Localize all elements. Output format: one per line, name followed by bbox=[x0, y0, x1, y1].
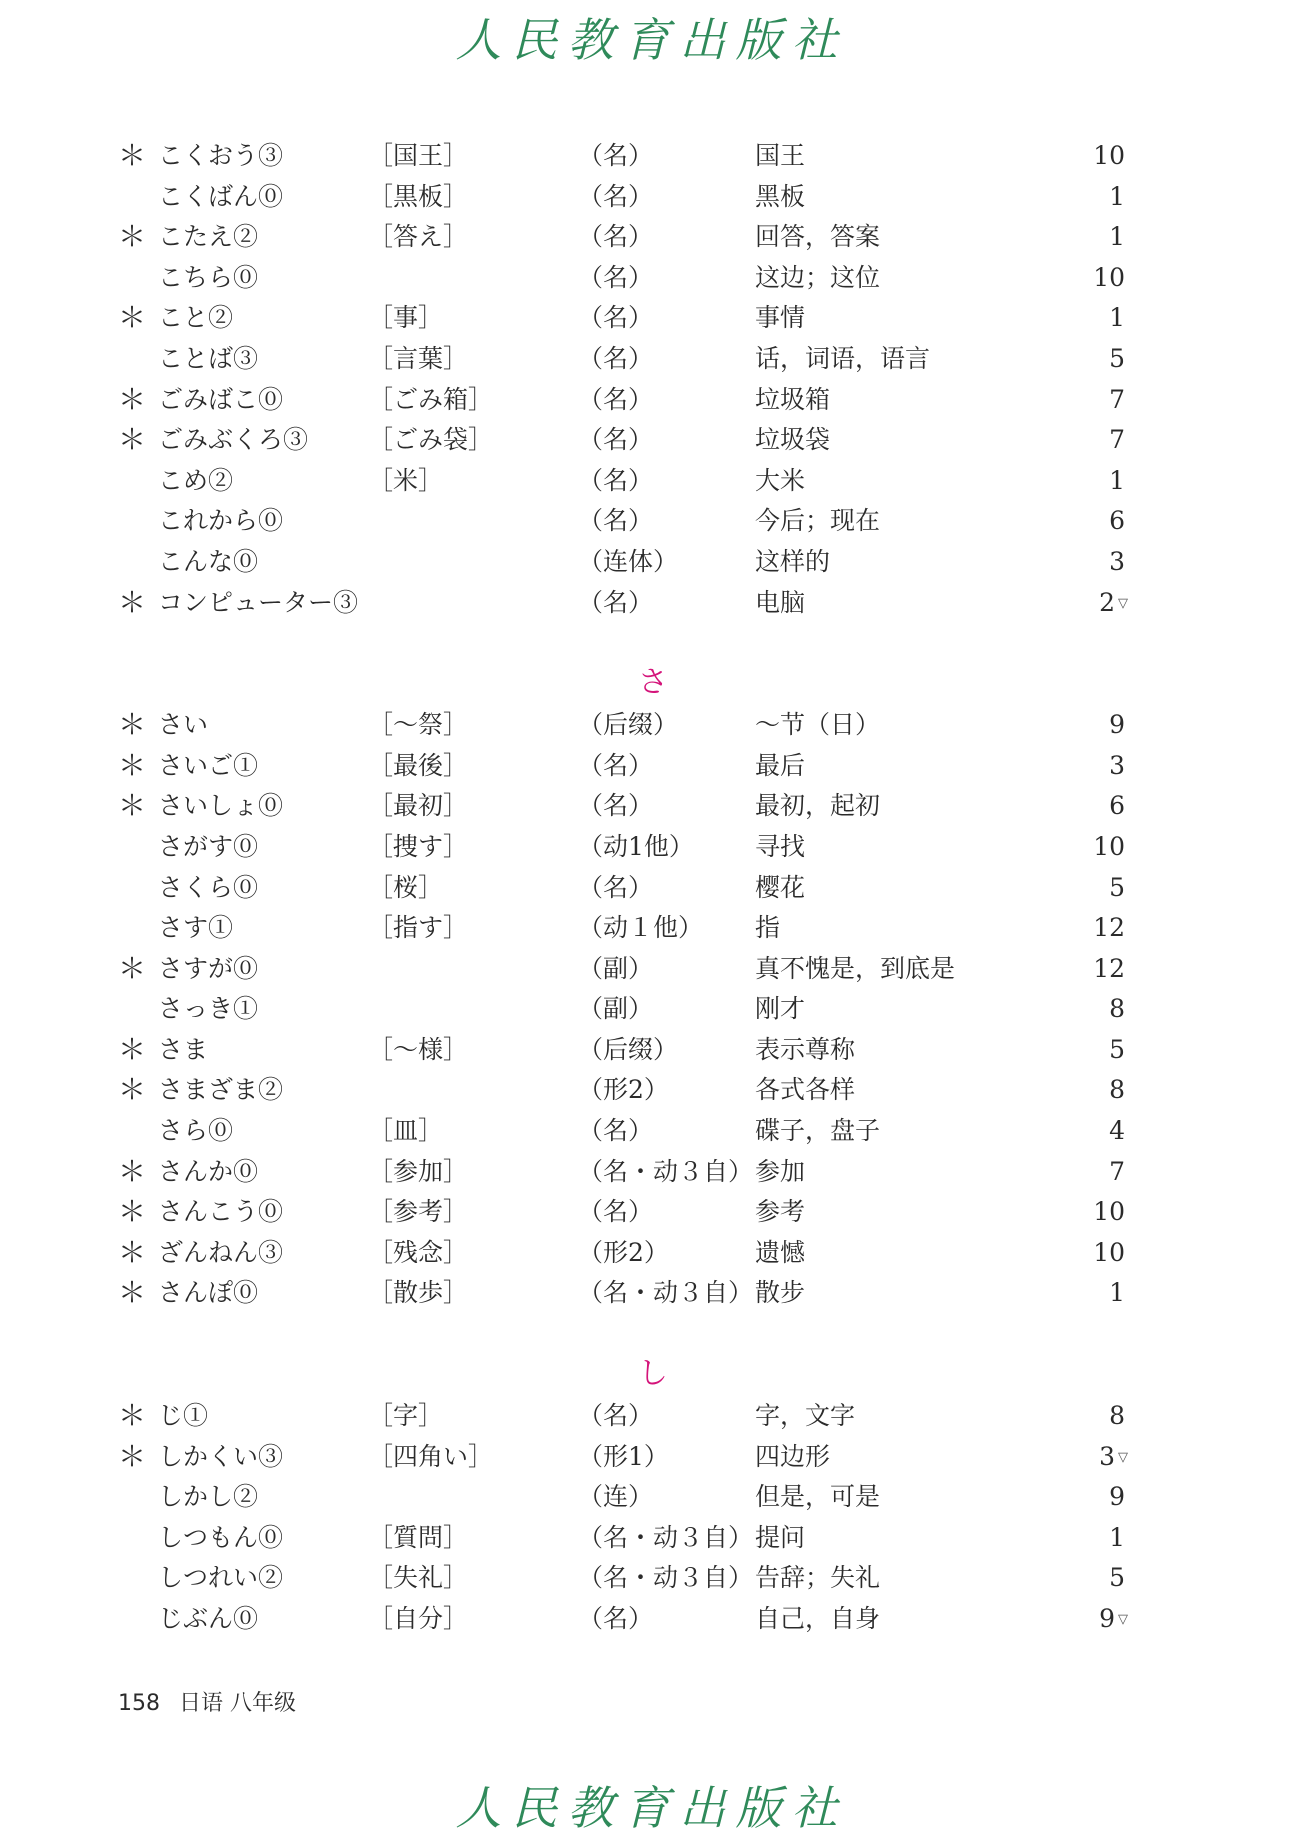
entry-kanji: ［黒板］ bbox=[368, 181, 469, 211]
entry-lesson bbox=[1058, 908, 1128, 950]
entry-lesson-number: 7 bbox=[1109, 384, 1125, 414]
entry-meaning: 散步 bbox=[755, 1278, 806, 1308]
entry-kanji: ［～祭］ bbox=[368, 710, 469, 740]
entry-meaning: 字，文字 bbox=[755, 1401, 856, 1431]
entry-kana: こくばん⓪ bbox=[158, 181, 284, 211]
entry-meaning: 参加 bbox=[755, 1156, 806, 1186]
entry-lesson bbox=[1058, 746, 1128, 788]
entry-kana: じ① bbox=[158, 1401, 209, 1431]
triangle-mark-icon: ▽ bbox=[1118, 1612, 1128, 1628]
entry-kana: しかし② bbox=[158, 1482, 259, 1512]
entry-lesson-number: 12 bbox=[1093, 913, 1125, 943]
entry-star: ＊ bbox=[118, 1399, 147, 1433]
entry-lesson bbox=[1058, 1599, 1128, 1641]
vocab-entry bbox=[118, 1111, 1158, 1152]
entry-kanji: ［残念］ bbox=[368, 1237, 469, 1267]
entry-meaning: 真不愧是，到底是 bbox=[755, 953, 956, 983]
entry-kanji: ［～様］ bbox=[368, 1034, 469, 1064]
entry-star: ＊ bbox=[118, 708, 147, 742]
entry-meaning: 黑板 bbox=[755, 181, 806, 211]
entry-lesson bbox=[1058, 136, 1128, 178]
vocab-entry bbox=[118, 1273, 1158, 1314]
entry-part-of-speech: （名） bbox=[578, 791, 654, 821]
entry-lesson-number: 8 bbox=[1109, 1401, 1125, 1431]
entry-lesson bbox=[1058, 1477, 1128, 1519]
vocab-entry bbox=[118, 583, 1158, 624]
entry-part-of-speech: （动1他） bbox=[578, 831, 694, 861]
entry-lesson bbox=[1058, 705, 1128, 747]
vocab-entry bbox=[118, 1233, 1158, 1274]
entry-lesson-number: 1 bbox=[1109, 222, 1125, 252]
entry-meaning: 这边；这位 bbox=[755, 262, 881, 292]
entry-kana: じぶん⓪ bbox=[158, 1604, 259, 1633]
entry-meaning: 参考 bbox=[755, 1197, 806, 1227]
entry-kana: さら⓪ bbox=[158, 1116, 234, 1146]
entry-kana: こんな⓪ bbox=[158, 546, 259, 576]
vocabulary-list bbox=[118, 136, 1158, 1640]
entry-part-of-speech: （名） bbox=[578, 1401, 654, 1431]
entry-lesson-number: 3 bbox=[1109, 750, 1125, 780]
vocab-entry bbox=[118, 380, 1158, 421]
entry-star: ＊ bbox=[118, 382, 147, 416]
vocab-entry bbox=[118, 217, 1158, 258]
entry-meaning: 今后；现在 bbox=[755, 506, 881, 536]
entry-kana: こくおう③ bbox=[158, 141, 284, 170]
entry-kanji: ［皿］ bbox=[368, 1116, 444, 1146]
entry-lesson bbox=[1058, 1192, 1128, 1234]
entry-kana: しかくい③ bbox=[158, 1441, 284, 1471]
entry-part-of-speech: （后缀） bbox=[578, 1034, 679, 1064]
entry-lesson-number: 9 bbox=[1109, 1482, 1125, 1512]
entry-lesson-number: 7 bbox=[1109, 425, 1125, 455]
page-number: 158 bbox=[118, 1691, 160, 1716]
entry-kanji: ［最後］ bbox=[368, 750, 469, 780]
entry-kanji: ［自分］ bbox=[368, 1604, 469, 1633]
entry-part-of-speech: （名） bbox=[578, 1604, 654, 1633]
vocab-entry bbox=[118, 1030, 1158, 1071]
entry-meaning: 回答，答案 bbox=[755, 222, 881, 252]
entry-kana: さす① bbox=[158, 913, 234, 943]
entry-star: ＊ bbox=[118, 220, 147, 254]
entry-part-of-speech: （连体） bbox=[578, 546, 679, 576]
vocab-entry bbox=[118, 1558, 1158, 1599]
entry-kana: さま bbox=[158, 1034, 209, 1064]
entry-part-of-speech: （名） bbox=[578, 425, 654, 455]
entry-kana: ことば③ bbox=[158, 343, 259, 373]
entry-star: ＊ bbox=[118, 1439, 147, 1473]
entry-meaning: 垃圾箱 bbox=[755, 384, 831, 414]
entry-lesson bbox=[1058, 827, 1128, 869]
entry-lesson-number: 6 bbox=[1109, 506, 1125, 536]
section-heading: し bbox=[638, 1356, 668, 1392]
entry-part-of-speech: （副） bbox=[578, 994, 654, 1024]
entry-kanji: ［言葉］ bbox=[368, 343, 469, 373]
entry-kana: さんか⓪ bbox=[158, 1156, 259, 1186]
section-gap bbox=[118, 1314, 1158, 1342]
entry-lesson-number: 9 bbox=[1109, 710, 1125, 740]
vocab-entry bbox=[118, 705, 1158, 746]
entry-meaning: 告辞；失礼 bbox=[755, 1563, 881, 1593]
entry-star: ＊ bbox=[118, 789, 147, 823]
entry-meaning: 最后 bbox=[755, 750, 806, 780]
entry-lesson bbox=[1058, 501, 1128, 543]
entry-lesson-number: 10 bbox=[1093, 141, 1125, 170]
entry-lesson-number: 1 bbox=[1109, 1522, 1125, 1552]
entry-kana: さんこう⓪ bbox=[158, 1197, 284, 1227]
entry-kana: しつれい② bbox=[158, 1563, 284, 1593]
entry-meaning: 这样的 bbox=[755, 546, 831, 576]
entry-lesson-number: 3 bbox=[1099, 1441, 1115, 1471]
vocab-entry bbox=[118, 786, 1158, 827]
triangle-mark-icon: ▽ bbox=[1118, 1449, 1128, 1465]
entry-lesson-number: 7 bbox=[1109, 1156, 1125, 1186]
vocab-entry bbox=[118, 908, 1158, 949]
entry-meaning: 寻找 bbox=[755, 831, 806, 861]
entry-meaning: 碟子，盘子 bbox=[755, 1116, 881, 1146]
entry-kanji: ［参加］ bbox=[368, 1156, 469, 1186]
book-title: 日语 八年级 bbox=[179, 1691, 296, 1716]
section-gap bbox=[118, 623, 1158, 651]
vocab-entry bbox=[118, 177, 1158, 218]
entry-lesson bbox=[1058, 177, 1128, 219]
entry-part-of-speech: （连） bbox=[578, 1482, 654, 1512]
entry-lesson bbox=[1058, 868, 1128, 910]
vocab-entry bbox=[118, 542, 1158, 583]
entry-part-of-speech: （名） bbox=[578, 750, 654, 780]
entry-kana: さっき① bbox=[158, 994, 259, 1024]
entry-part-of-speech: （名） bbox=[578, 262, 654, 292]
entry-lesson-number: 10 bbox=[1093, 1197, 1125, 1227]
entry-part-of-speech: （名） bbox=[578, 465, 654, 495]
vocab-entry bbox=[118, 258, 1158, 299]
entry-lesson-number: 1 bbox=[1109, 181, 1125, 211]
triangle-mark-icon: ▽ bbox=[1118, 595, 1128, 611]
entry-star: ＊ bbox=[118, 951, 147, 985]
entry-meaning: 刚才 bbox=[755, 994, 806, 1024]
vocab-entry bbox=[118, 1192, 1158, 1233]
entry-lesson bbox=[1058, 1030, 1128, 1072]
entry-kanji: ［米］ bbox=[368, 465, 444, 495]
entry-part-of-speech: （形1） bbox=[578, 1441, 669, 1471]
entry-lesson-number: 2 bbox=[1099, 587, 1115, 617]
entry-lesson-number: 4 bbox=[1109, 1116, 1125, 1146]
entry-meaning: 话，词语，语言 bbox=[755, 343, 931, 373]
entry-lesson-number: 1 bbox=[1109, 303, 1125, 333]
entry-kana: コンピューター③ bbox=[158, 587, 359, 617]
entry-kana: さい bbox=[158, 710, 209, 740]
entry-star: ＊ bbox=[118, 1195, 147, 1229]
entry-lesson-number: 5 bbox=[1109, 1563, 1125, 1593]
vocab-entry bbox=[118, 1396, 1158, 1437]
entry-meaning: 但是，可是 bbox=[755, 1482, 881, 1512]
entry-part-of-speech: （名） bbox=[578, 1197, 654, 1227]
entry-kana: ざんねん③ bbox=[158, 1237, 284, 1267]
entry-lesson-number: 5 bbox=[1109, 872, 1125, 902]
vocab-entry bbox=[118, 501, 1158, 542]
entry-meaning: 大米 bbox=[755, 465, 806, 495]
entry-meaning: 指 bbox=[755, 913, 781, 943]
entry-kana: さいご① bbox=[158, 750, 259, 780]
entry-kanji: ［字］ bbox=[368, 1401, 444, 1431]
entry-kanji: ［ごみ袋］ bbox=[368, 425, 494, 455]
entry-meaning: 表示尊称 bbox=[755, 1034, 856, 1064]
entry-kana: これから⓪ bbox=[158, 506, 284, 536]
entry-meaning: 电脑 bbox=[755, 587, 806, 617]
vocab-entry bbox=[118, 746, 1158, 787]
entry-part-of-speech: （名・动３自） bbox=[578, 1563, 754, 1593]
entry-part-of-speech: （形2） bbox=[578, 1237, 669, 1267]
entry-kanji: ［捜す］ bbox=[368, 831, 469, 861]
entry-kana: さまざま② bbox=[158, 1075, 284, 1105]
vocab-entry bbox=[118, 1070, 1158, 1111]
entry-part-of-speech: （名） bbox=[578, 384, 654, 414]
vocab-entry bbox=[118, 1152, 1158, 1193]
entry-lesson bbox=[1058, 1111, 1128, 1153]
entry-kana: こちら⓪ bbox=[158, 262, 259, 292]
entry-part-of-speech: （后缀） bbox=[578, 710, 679, 740]
entry-lesson-number: 10 bbox=[1093, 262, 1125, 292]
entry-part-of-speech: （名・动３自） bbox=[578, 1156, 754, 1186]
entry-kanji: ［参考］ bbox=[368, 1197, 469, 1227]
entry-kana: こめ② bbox=[158, 465, 234, 495]
entry-lesson bbox=[1058, 1152, 1128, 1194]
publisher-logo-top: 人民教育出版社 bbox=[455, 13, 848, 67]
entry-kanji: ［答え］ bbox=[368, 222, 469, 252]
entry-lesson-number: 10 bbox=[1093, 831, 1125, 861]
entry-meaning: 垃圾袋 bbox=[755, 425, 831, 455]
entry-kana: さすが⓪ bbox=[158, 953, 259, 983]
publisher-logo-bottom: 人民教育出版社 bbox=[455, 1781, 848, 1835]
vocab-entry bbox=[118, 1518, 1158, 1559]
entry-lesson-number: 8 bbox=[1109, 1075, 1125, 1105]
entry-star: ＊ bbox=[118, 748, 147, 782]
entry-meaning: 自己，自身 bbox=[755, 1604, 881, 1633]
entry-star: ＊ bbox=[118, 1276, 147, 1310]
entry-star: ＊ bbox=[118, 1235, 147, 1269]
entry-star: ＊ bbox=[118, 139, 147, 172]
vocab-entry bbox=[118, 339, 1158, 380]
entry-lesson bbox=[1058, 1070, 1128, 1112]
entry-lesson bbox=[1058, 258, 1128, 300]
page-footer bbox=[118, 1686, 296, 1717]
entry-part-of-speech: （副） bbox=[578, 953, 654, 983]
entry-meaning: 国王 bbox=[755, 141, 806, 170]
vocab-entry bbox=[118, 1437, 1158, 1478]
entry-kanji: ［国王］ bbox=[368, 141, 469, 170]
entry-part-of-speech: （名・动３自） bbox=[578, 1278, 754, 1308]
entry-part-of-speech: （形2） bbox=[578, 1075, 669, 1105]
entry-part-of-speech: （名） bbox=[578, 303, 654, 333]
entry-lesson bbox=[1058, 1437, 1128, 1479]
entry-kanji: ［最初］ bbox=[368, 791, 469, 821]
entry-star: ＊ bbox=[118, 1032, 147, 1066]
entry-meaning: 四边形 bbox=[755, 1441, 831, 1471]
entry-lesson bbox=[1058, 380, 1128, 422]
entry-lesson bbox=[1058, 298, 1128, 340]
entry-kanji: ［四角い］ bbox=[368, 1441, 494, 1471]
entry-lesson bbox=[1058, 217, 1128, 259]
entry-kanji: ［事］ bbox=[368, 303, 444, 333]
vocab-entry bbox=[118, 136, 1158, 177]
entry-lesson-number: 9 bbox=[1099, 1604, 1115, 1633]
entry-lesson-number: 3 bbox=[1109, 546, 1125, 576]
entry-meaning: 樱花 bbox=[755, 872, 806, 902]
vocab-entry bbox=[118, 1599, 1158, 1640]
entry-part-of-speech: （名） bbox=[578, 343, 654, 373]
entry-meaning: 各式各样 bbox=[755, 1075, 856, 1105]
entry-kana: ごみぶくろ③ bbox=[158, 425, 309, 455]
vocab-entry bbox=[118, 868, 1158, 909]
entry-lesson-number: 1 bbox=[1109, 465, 1125, 495]
entry-lesson bbox=[1058, 339, 1128, 381]
entry-meaning: 事情 bbox=[755, 303, 806, 333]
vocab-entry bbox=[118, 949, 1158, 990]
entry-part-of-speech: （名） bbox=[578, 222, 654, 252]
entry-lesson bbox=[1058, 1518, 1128, 1560]
entry-kanji: ［指す］ bbox=[368, 913, 469, 943]
entry-lesson bbox=[1058, 1273, 1128, 1315]
entry-kana: さくら⓪ bbox=[158, 872, 259, 902]
entry-part-of-speech: （名） bbox=[578, 506, 654, 536]
entry-kanji: ［ごみ箱］ bbox=[368, 384, 494, 414]
entry-star: ＊ bbox=[118, 1154, 147, 1188]
vocab-entry bbox=[118, 989, 1158, 1030]
entry-lesson bbox=[1058, 1233, 1128, 1275]
entry-part-of-speech: （名） bbox=[578, 1116, 654, 1146]
entry-kanji: ［質問］ bbox=[368, 1522, 469, 1552]
entry-lesson bbox=[1058, 1396, 1128, 1438]
entry-kana: さがす⓪ bbox=[158, 831, 259, 861]
entry-meaning: ～节（日） bbox=[755, 710, 881, 740]
entry-star: ＊ bbox=[118, 1073, 147, 1107]
entry-lesson bbox=[1058, 583, 1128, 625]
entry-kanji: ［桜］ bbox=[368, 872, 444, 902]
entry-lesson bbox=[1058, 989, 1128, 1031]
entry-part-of-speech: （名） bbox=[578, 872, 654, 902]
entry-lesson-number: 5 bbox=[1109, 343, 1125, 373]
entry-lesson-number: 1 bbox=[1109, 1278, 1125, 1308]
entry-meaning: 遗憾 bbox=[755, 1237, 806, 1267]
entry-meaning: 最初，起初 bbox=[755, 791, 881, 821]
entry-part-of-speech: （动１他） bbox=[578, 913, 704, 943]
entry-part-of-speech: （名） bbox=[578, 141, 654, 170]
entry-kana: しつもん⓪ bbox=[158, 1522, 284, 1552]
vocab-entry bbox=[118, 461, 1158, 502]
entry-kanji: ［失礼］ bbox=[368, 1563, 469, 1593]
entry-lesson bbox=[1058, 420, 1128, 462]
vocab-entry bbox=[118, 1477, 1158, 1518]
section-heading: さ bbox=[638, 665, 668, 701]
entry-kana: こたえ② bbox=[158, 222, 259, 252]
vocab-entry bbox=[118, 827, 1158, 868]
entry-star: ＊ bbox=[118, 301, 147, 335]
entry-part-of-speech: （名・动３自） bbox=[578, 1522, 754, 1552]
entry-lesson-number: 10 bbox=[1093, 1237, 1125, 1267]
entry-lesson bbox=[1058, 949, 1128, 991]
entry-star: ＊ bbox=[118, 585, 147, 619]
entry-kana: こと② bbox=[158, 303, 234, 333]
entry-lesson bbox=[1058, 1558, 1128, 1600]
entry-lesson-number: 12 bbox=[1093, 953, 1125, 983]
entry-lesson bbox=[1058, 786, 1128, 828]
entry-star: ＊ bbox=[118, 423, 147, 457]
entry-kana: ごみばこ⓪ bbox=[158, 384, 284, 414]
entry-lesson bbox=[1058, 542, 1128, 584]
vocab-entry bbox=[118, 298, 1158, 339]
entry-part-of-speech: （名） bbox=[578, 181, 654, 211]
entry-lesson-number: 6 bbox=[1109, 791, 1125, 821]
entry-lesson-number: 8 bbox=[1109, 994, 1125, 1024]
entry-kana: さいしょ⓪ bbox=[158, 791, 284, 821]
vocab-entry bbox=[118, 420, 1158, 461]
entry-meaning: 提问 bbox=[755, 1522, 806, 1552]
entry-kana: さんぽ⓪ bbox=[158, 1278, 259, 1308]
entry-lesson bbox=[1058, 461, 1128, 503]
entry-part-of-speech: （名） bbox=[578, 587, 654, 617]
entry-kanji: ［散歩］ bbox=[368, 1278, 469, 1308]
entry-lesson-number: 5 bbox=[1109, 1034, 1125, 1064]
